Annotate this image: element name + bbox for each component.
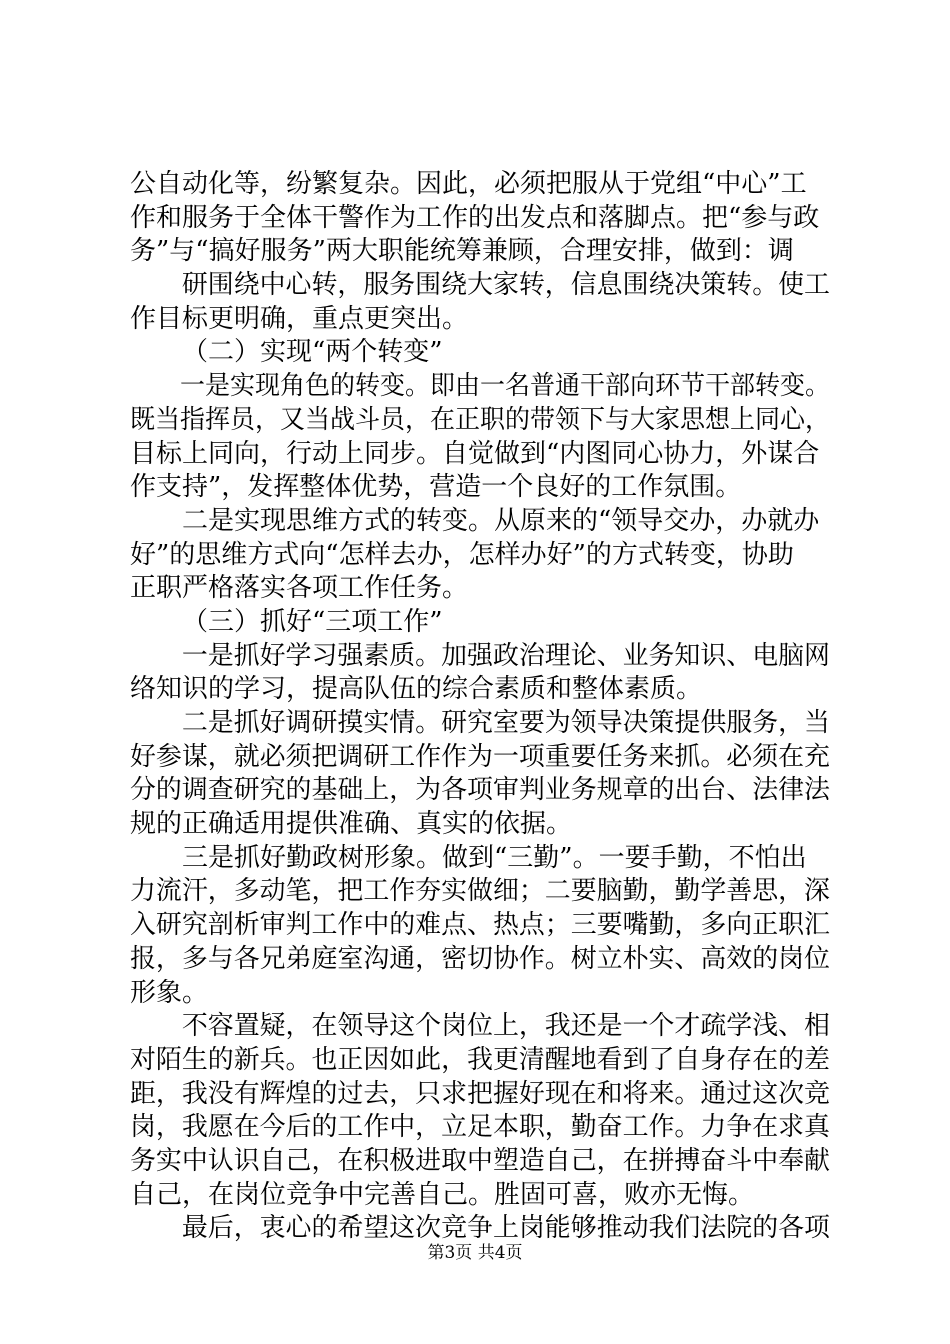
text-line: 一是抓好学习强素质。加强政治理论、业务知识、电脑网 — [181, 640, 830, 671]
text-line: 力流汗，多动笔，把工作夯实做细；二要脑勤，勤学善思，深 — [130, 876, 830, 907]
text-line: 一是实现角色的转变。即由一名普通干部向环节干部转变。 — [179, 371, 830, 402]
document-body — [130, 168, 830, 1246]
text-line: 二是抓好调研摸实情。研究室要为领导决策提供服务，当 — [181, 708, 830, 738]
text-line: 作支持”，发挥整体优势，营造一个良好的工作氛围。 — [130, 472, 742, 503]
text-line: 形象。 — [130, 977, 209, 1008]
text-line: 二是实现思维方式的转变。从原来的“领导交办，办就办 — [182, 505, 820, 536]
text-line: 作目标更明确，重点更突出。 — [130, 303, 469, 334]
text-line: 距，我没有辉煌的过去，只求把握好现在和将来。通过这次竞 — [130, 1078, 830, 1109]
text-line: 络知识的学习，提高队伍的综合素质和整体素质。 — [130, 674, 703, 705]
text-line: 对陌生的新兵。也正因如此，我更清醒地看到了自身存在的差 — [130, 1044, 830, 1075]
text-line: 好参谋，就必须把调研工作作为一项重要任务来抓。必须在充 — [130, 741, 830, 772]
text-line: 公自动化等，纷繁复杂。因此，必须把服从于党组“中心”工 — [130, 169, 807, 199]
text-line: 作和服务于全体干警作为工作的出发点和落脚点。把“参与政 — [130, 202, 820, 233]
text-line: 既当指挥员，又当战斗员，在正职的带领下与大家思想上同心， — [130, 404, 830, 435]
text-line: 正职严格落实各项工作任务。 — [130, 573, 469, 604]
text-line: 三是抓好勤政树形象。做到“三勤”。一要手勤，不怕出 — [182, 842, 807, 873]
text-line: （二）实现“两个转变” — [182, 337, 443, 368]
text-line: 好”的思维方式向“怎样去办，怎样办好”的方式转变，协助 — [130, 539, 794, 570]
text-line: 入研究剖析审判工作中的难点、热点；三要嘴勤，多向正职汇 — [130, 910, 830, 941]
text-line: 最后，衷心的希望这次竞争上岗能够推动我们法院的各项 — [181, 1213, 830, 1244]
text-line: 务”与“搞好服务”两大职能统筹兼顾，合理安排，做到：调 — [130, 236, 794, 267]
text-line: 岗，我愿在今后的工作中，立足本职，勤奋工作。力争在求真 — [130, 1112, 830, 1143]
text-line: （三）抓好“三项工作” — [182, 606, 443, 637]
text-line: 规的正确适用提供准确、真实的依据。 — [130, 809, 573, 840]
text-line: 务实中认识自己，在积极进取中塑造自己，在拼搏奋斗中奉献 — [130, 1145, 830, 1176]
page-footer: 第3页 共4页 — [427, 1243, 523, 1263]
text-line: 目标上同向，行动上同步。自觉做到“内图同心协力，外谋合 — [130, 438, 820, 469]
text-line: 不容置疑，在领导这个岗位上，我还是一个才疏学浅、相 — [181, 1011, 830, 1042]
text-line: 研围绕中心转，服务围绕大家转，信息围绕决策转。使工 — [181, 270, 830, 301]
text-line: 自己，在岗位竞争中完善自己。胜固可喜，败亦无悔。 — [130, 1179, 755, 1210]
text-line: 分的调查研究的基础上，为各项审判业务规章的出台、法律法 — [130, 775, 830, 806]
text-line: 报，多与各兄弟庭室沟通，密切协作。树立朴实、高效的岗位 — [130, 943, 830, 974]
